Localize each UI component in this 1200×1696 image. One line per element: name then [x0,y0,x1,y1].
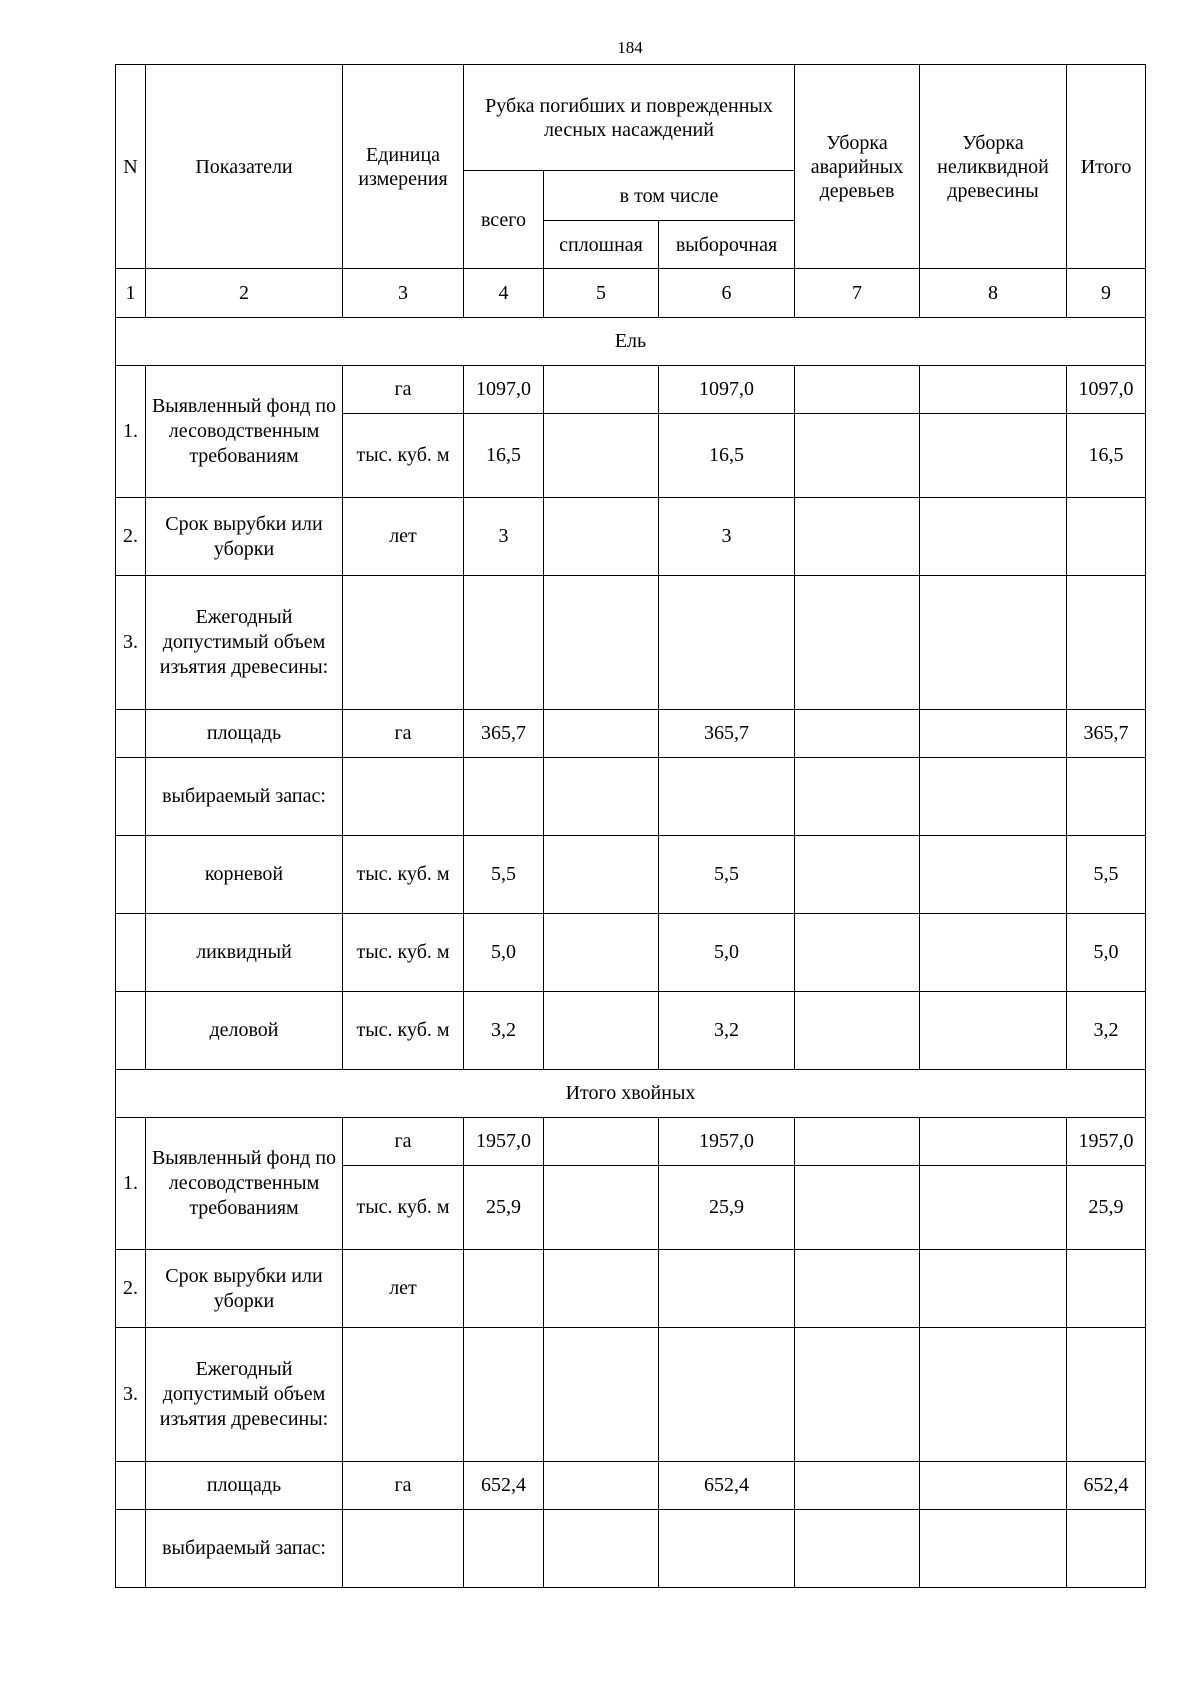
value-cell [920,914,1067,992]
value-cell: 16,5 [1067,414,1146,498]
row-unit: тыс. куб. м [343,992,464,1070]
value-cell [1067,1510,1146,1588]
row-label: деловой [146,992,343,1070]
value-cell: 652,4 [1067,1462,1146,1510]
value-cell [795,366,920,414]
table-row [116,1462,1146,1510]
value-cell: 3,2 [1067,992,1146,1070]
value-cell: 5,0 [659,914,795,992]
row-number: 2. [116,498,146,576]
header-selective: выборочная [659,221,795,269]
column-number: 8 [920,269,1067,318]
row-label: Срок вырубки или уборки [146,498,343,576]
value-cell [1067,498,1146,576]
value-cell [659,1328,795,1462]
value-cell [920,414,1067,498]
value-cell [920,1510,1067,1588]
row-unit: лет [343,1250,464,1328]
value-cell [464,1328,544,1462]
value-cell [659,576,795,710]
value-cell: 3 [659,498,795,576]
row-unit: тыс. куб. м [343,414,464,498]
table-row [116,576,1146,710]
row-label: Ежегодный допустимый объем изъятия древесины: [146,1328,343,1462]
row-label: площадь [146,710,343,758]
column-number: 3 [343,269,464,318]
value-cell: 25,9 [464,1166,544,1250]
value-cell [920,1250,1067,1328]
value-cell: 25,9 [1067,1166,1146,1250]
table-row [116,366,1146,414]
section-title-row [116,1070,1146,1118]
value-cell: 16,5 [464,414,544,498]
header-nonliquid-wood: Уборка неликвидной древесины [920,65,1067,269]
table-row [116,758,1146,836]
row-unit: га [343,1462,464,1510]
value-cell: 3,2 [464,992,544,1070]
value-cell: 652,4 [659,1462,795,1510]
value-cell [795,836,920,914]
value-cell: 365,7 [1067,710,1146,758]
forest-felling-table [115,64,1146,1588]
value-cell [920,576,1067,710]
row-unit: лет [343,498,464,576]
header-including: в том числе [544,171,795,221]
value-cell: 5,0 [1067,914,1146,992]
value-cell [795,710,920,758]
value-cell [544,710,659,758]
column-number: 2 [146,269,343,318]
column-number: 5 [544,269,659,318]
header-indicators: Показатели [146,65,343,269]
row-label: Ежегодный допустимый объем изъятия древесины: [146,576,343,710]
row-number [116,914,146,992]
value-cell [920,992,1067,1070]
row-number [116,758,146,836]
value-cell [544,836,659,914]
section-title: Ель [116,318,1146,366]
value-cell [795,1250,920,1328]
header-total-all: всего [464,171,544,269]
header-felling-group: Рубка погибших и поврежденных лесных насаждений [464,65,795,171]
table-row [116,992,1146,1070]
table-row [116,1328,1146,1462]
row-number: 2. [116,1250,146,1328]
value-cell [659,758,795,836]
table-row [116,914,1146,992]
value-cell [544,576,659,710]
column-number-row [116,269,1146,318]
value-cell [1067,1250,1146,1328]
value-cell: 5,0 [464,914,544,992]
value-cell [795,414,920,498]
value-cell [464,1510,544,1588]
row-label: площадь [146,1462,343,1510]
row-label: Срок вырубки или уборки [146,1250,343,1328]
value-cell: 3,2 [659,992,795,1070]
value-cell: 1957,0 [1067,1118,1146,1166]
value-cell [544,992,659,1070]
value-cell: 25,9 [659,1166,795,1250]
value-cell [544,1166,659,1250]
section-title: Итого хвойных [116,1070,1146,1118]
value-cell [544,414,659,498]
value-cell: 16,5 [659,414,795,498]
row-number [116,1510,146,1588]
value-cell [795,576,920,710]
value-cell [1067,576,1146,710]
value-cell [920,1462,1067,1510]
table-row [116,836,1146,914]
value-cell [795,498,920,576]
value-cell [544,1118,659,1166]
row-label: Выявленный фонд по лесоводственным требованиям [146,1118,343,1250]
header-total: Итого [1067,65,1146,269]
value-cell [795,1118,920,1166]
value-cell [795,992,920,1070]
table-row [116,1118,1146,1166]
table-row [116,710,1146,758]
row-unit: тыс. куб. м [343,836,464,914]
table-row [116,1510,1146,1588]
table-row [116,1250,1146,1328]
row-unit [343,1328,464,1462]
row-unit: тыс. куб. м [343,914,464,992]
header-clear: сплошная [544,221,659,269]
value-cell [920,498,1067,576]
value-cell [544,758,659,836]
row-unit: га [343,1118,464,1166]
value-cell [1067,758,1146,836]
column-number: 4 [464,269,544,318]
value-cell [920,836,1067,914]
value-cell [795,1462,920,1510]
value-cell [1067,1328,1146,1462]
value-cell [659,1510,795,1588]
value-cell: 5,5 [464,836,544,914]
value-cell [920,1166,1067,1250]
header-unit: Единица измерения [343,65,464,269]
value-cell: 1097,0 [659,366,795,414]
value-cell [464,758,544,836]
value-cell [795,914,920,992]
value-cell [464,576,544,710]
value-cell [464,1250,544,1328]
value-cell: 1097,0 [1067,366,1146,414]
value-cell [544,1328,659,1462]
value-cell [920,1328,1067,1462]
row-unit [343,576,464,710]
row-label: выбираемый запас: [146,758,343,836]
value-cell: 365,7 [464,710,544,758]
value-cell [920,758,1067,836]
row-number [116,992,146,1070]
row-label: ликвидный [146,914,343,992]
table-row [116,498,1146,576]
column-number: 7 [795,269,920,318]
value-cell [544,914,659,992]
row-label: Выявленный фонд по лесоводственным требованиям [146,366,343,498]
row-number: 3. [116,576,146,710]
value-cell: 365,7 [659,710,795,758]
row-unit: га [343,366,464,414]
value-cell [795,758,920,836]
row-number [116,710,146,758]
value-cell [544,1462,659,1510]
value-cell [544,1510,659,1588]
header-emergency-trees: Уборка аварийных деревьев [795,65,920,269]
row-unit: га [343,710,464,758]
row-unit [343,1510,464,1588]
value-cell: 3 [464,498,544,576]
value-cell [795,1328,920,1462]
row-label: корневой [146,836,343,914]
row-number: 3. [116,1328,146,1462]
value-cell [920,710,1067,758]
page-number: 184 [617,38,643,57]
row-unit: тыс. куб. м [343,1166,464,1250]
value-cell [795,1510,920,1588]
row-number [116,1462,146,1510]
column-number: 6 [659,269,795,318]
value-cell: 5,5 [659,836,795,914]
value-cell [544,366,659,414]
header-n: N [116,65,146,269]
column-number: 9 [1067,269,1146,318]
column-number: 1 [116,269,146,318]
value-cell: 1957,0 [659,1118,795,1166]
row-number [116,836,146,914]
value-cell [659,1250,795,1328]
row-unit [343,758,464,836]
value-cell: 652,4 [464,1462,544,1510]
value-cell [920,366,1067,414]
value-cell [544,498,659,576]
row-number: 1. [116,1118,146,1250]
section-title-row [116,318,1146,366]
value-cell: 5,5 [1067,836,1146,914]
row-label: выбираемый запас: [146,1510,343,1588]
value-cell [795,1166,920,1250]
value-cell [920,1118,1067,1166]
value-cell [544,1250,659,1328]
value-cell: 1097,0 [464,366,544,414]
value-cell: 1957,0 [464,1118,544,1166]
row-number: 1. [116,366,146,498]
